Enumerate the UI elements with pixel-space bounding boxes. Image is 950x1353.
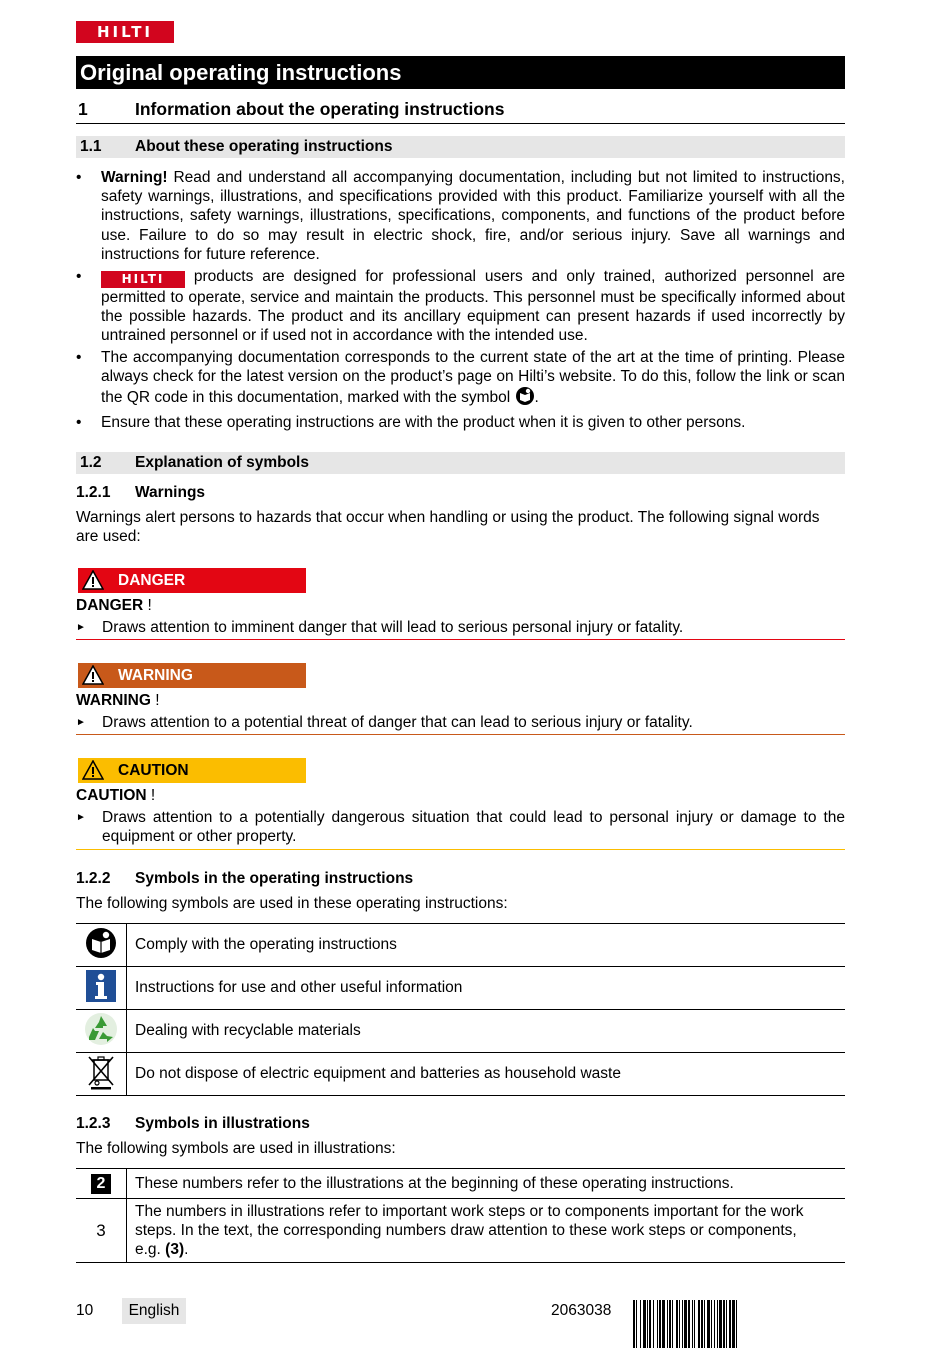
caution-rule — [76, 849, 845, 850]
table-row — [76, 1199, 845, 1263]
symbol-description: The numbers in illustrations refer to important work steps or to components important for the work steps. In the text, the corresponding numbers draw attention to these work steps or components, e.g. (3). — [127, 1199, 846, 1263]
section-1-1-heading — [76, 136, 845, 158]
section-number: 1 — [78, 99, 88, 119]
list-item: • The accompanying documentation corresponds to the current state of the art at the time of printing. Please always check for the latest version on the product’s page on Hilti’s website. To do this, follow the link or scan the QR code in this documentation, marked with the symbol . — [76, 348, 845, 412]
language-label: English — [122, 1298, 186, 1324]
barcode-icon — [633, 1300, 845, 1353]
arrow-icon: ► — [76, 622, 86, 633]
illustration-symbols-table — [76, 1168, 845, 1263]
section-title: Symbols in the operating instructions — [135, 870, 414, 887]
signal-label: CAUTION — [118, 762, 189, 779]
arrow-icon: ► — [76, 717, 86, 728]
warning-lead: Warning! — [101, 169, 168, 186]
symbol-description: Dealing with recyclable materials — [127, 1010, 846, 1053]
symbol-description: These numbers refer to the illustrations at the beginning of these operating instructions. — [127, 1169, 846, 1199]
warning-description: ► Draws attention to a potential threat of danger that can lead to serious injury or fatality. — [76, 714, 693, 731]
warnings-intro: Warnings alert persons to hazards that occur when handling or using the product. The following signal words are used: — [76, 509, 820, 546]
hilti-logo: HILTI — [76, 21, 174, 43]
danger-signal-word: DANGER ! — [76, 597, 152, 614]
table-row — [76, 924, 845, 967]
info-icon — [76, 967, 127, 1010]
signal-label: WARNING — [118, 667, 193, 684]
section-title: Symbols in illustrations — [135, 1115, 310, 1132]
symbols-intro: The following symbols are used in these operating instructions: — [76, 895, 508, 912]
danger-signal-box — [78, 568, 306, 593]
hilti-logo-inline: HILTI — [101, 271, 185, 288]
section-number: 1.2 — [80, 454, 102, 471]
symbols-table — [76, 923, 845, 1096]
warning-signal-word: WARNING ! — [76, 692, 160, 709]
illustration-number-icon: 2 — [91, 1174, 111, 1194]
recycle-icon — [76, 1010, 127, 1053]
list-item: • Ensure that these operating instructions are with the product when it is given to other persons. — [76, 414, 746, 432]
warning-rule — [76, 734, 845, 735]
warning-triangle-icon — [82, 570, 104, 590]
manual-icon — [515, 386, 535, 411]
warning-triangle-icon — [82, 665, 104, 685]
section-number: 1.2.2 — [76, 870, 111, 887]
table-row — [76, 967, 845, 1010]
document-code: 2063038 — [551, 1302, 612, 1319]
caution-signal-word: CAUTION ! — [76, 787, 156, 804]
danger-rule — [76, 639, 845, 640]
bullet-list — [76, 168, 845, 434]
table-row — [76, 1053, 845, 1096]
section-number: 1.1 — [80, 138, 102, 155]
warning-signal-box — [78, 663, 306, 688]
step-number-icon: 3 — [96, 1220, 106, 1240]
section-title: Information about the operating instructions — [135, 99, 505, 119]
symbol-description: Comply with the operating instructions — [127, 924, 846, 967]
section-number: 1.2.3 — [76, 1115, 111, 1132]
caution-signal-box — [78, 758, 306, 783]
section-1-heading — [76, 98, 845, 124]
section-title: About these operating instructions — [135, 138, 393, 155]
warning-triangle-icon — [82, 760, 104, 780]
list-item: • HILTI products are designed for professional users and only trained, authorized personnel are permitted to operate, service and maintain the products. This personnel must be specifically informed about the possible hazards. The product and its ancillary equipment can present hazards if used incorrectly by untrained personnel or if used not in accordance with the intended use. — [76, 268, 845, 345]
table-row — [76, 1169, 845, 1199]
section-1-2-heading — [76, 452, 845, 474]
section-title: Warnings — [135, 484, 206, 501]
crossed-bin-icon — [76, 1053, 127, 1096]
arrow-icon: ► — [76, 812, 86, 823]
manual-icon — [76, 924, 127, 967]
page-number: 10 — [76, 1302, 94, 1319]
section-number: 1.2.1 — [76, 484, 111, 501]
symbol-description: Instructions for use and other useful information — [127, 967, 846, 1010]
signal-label: DANGER — [118, 572, 186, 589]
illus-intro: The following symbols are used in illustrations: — [76, 1140, 396, 1157]
symbol-description: Do not dispose of electric equipment and batteries as household waste — [127, 1053, 846, 1096]
page-title: Original operating instructions — [76, 56, 845, 89]
table-row — [76, 1010, 845, 1053]
caution-description: ► Draws attention to a potentially dangerous situation that could lead to personal injury or damage to the equipment or other property. — [76, 809, 845, 846]
list-item: • Warning! Read and understand all accompanying documentation, including but not limited to instructions, safety warnings, illustrations, and specifications provided with this product. Familiarize yourself with all the instructions, safety warnings, illustrations, specifications, components, and functions of the product before use. Failure to do so may result in electric shock, fire, and/or serious injury. Save all warnings and instructions for future reference. — [76, 169, 845, 263]
danger-description: ► Draws attention to imminent danger that will lead to serious personal injury or fatality. — [76, 619, 684, 636]
section-title: Explanation of symbols — [135, 454, 309, 471]
